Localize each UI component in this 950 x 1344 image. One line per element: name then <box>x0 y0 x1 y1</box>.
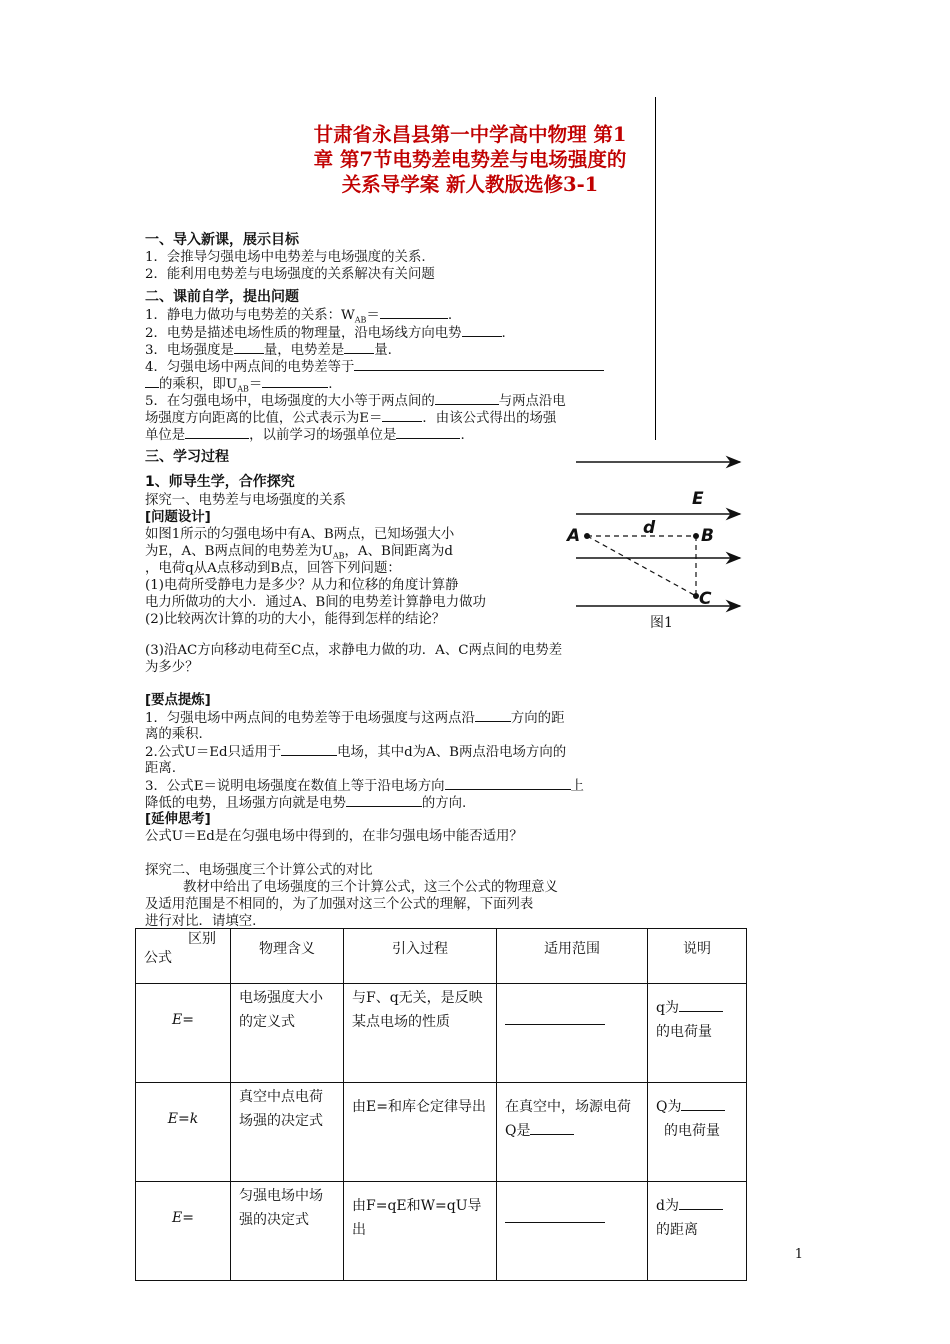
problem-line-3: ，电荷q从A点移动到B点，回答下列问题： <box>145 561 401 576</box>
explore-2-line-3: 进行对比．请填空. <box>145 914 257 929</box>
row1-note-blank[interactable] <box>679 997 723 1012</box>
title-line-3: 关系导学案 新人教版选修3-1 <box>341 173 599 196</box>
title-line-1: 甘肃省永昌县第一中学高中物理 第1 <box>313 123 627 146</box>
row2-note-blank[interactable] <box>681 1096 725 1111</box>
q5-blank-1[interactable] <box>435 392 499 405</box>
row3-note-b: 的距离 <box>656 1222 698 1238</box>
row3-note <box>648 1182 747 1281</box>
q5-text-c: 场强度方向距离的比值，公式表示为E＝ <box>145 411 383 426</box>
q4-text-c: ＝ <box>248 377 263 392</box>
explore-2-line-1: 教材中给出了电场强度的三个计算公式，这三个公式的物理意义 <box>183 880 558 895</box>
row2-note-b: 的电荷量 <box>664 1123 720 1139</box>
key-point-3 <box>145 777 657 795</box>
section-3-heading: 三、学习过程 <box>145 449 229 465</box>
q2-text: 2．电势是描述电场性质的物理量，沿电场线方向电势 <box>145 326 462 341</box>
problem-line-6: (2)比较两次计算的功的大小，能得到怎样的结论？ <box>145 612 446 627</box>
row1-scope <box>497 984 648 1083</box>
question-3 <box>145 341 657 359</box>
subsection-1-heading: 1、师导生学，合作探究 <box>145 474 295 490</box>
row1-scope-blank[interactable] <box>505 1010 605 1025</box>
row3-scope <box>497 1182 648 1281</box>
goal-1: 1．会推导匀强电场中电势差与电场强度的关系. <box>145 250 426 265</box>
q3-text-b: 量，电势差是 <box>263 343 345 358</box>
key-point-2-blank[interactable] <box>281 743 337 756</box>
key-point-2-tail: 电场，其中d为A、B两点沿电场方向的 <box>337 745 567 760</box>
row3-meaning: 匀强电场中场强的决定式 <box>231 1182 344 1281</box>
page-number: 1 <box>794 1247 803 1262</box>
header-corner-top: 区别 <box>188 931 216 947</box>
problem-line-2-sub: AB <box>332 551 345 561</box>
table-row <box>136 1083 747 1182</box>
q5-text-b: 与两点沿电 <box>498 394 566 409</box>
key-point-1-tail: 方向的距 <box>510 711 565 726</box>
row2-note-a: Q为 <box>656 1099 682 1115</box>
document-title <box>270 122 670 197</box>
problem-line-2-text: 为E，A、B两点间的电势差为U <box>145 544 333 559</box>
table-row <box>136 1182 747 1281</box>
row2-scope-text: 在真空中，场源电荷Q是 <box>505 1099 631 1139</box>
row1-note-b: 的电荷量 <box>656 1024 712 1040</box>
extension-label: [延伸思考] <box>145 812 211 827</box>
explore-2-title: 探究二、电场强度三个计算公式的对比 <box>145 863 373 878</box>
figure-1-caption: 图1 <box>650 615 673 631</box>
header-corner-cell <box>136 929 231 984</box>
q5-text-d: ．由该公式得出的场强 <box>422 411 557 426</box>
q4-blank-1[interactable] <box>354 358 604 371</box>
row2-note <box>648 1083 747 1182</box>
q4-blank-2[interactable] <box>262 375 328 388</box>
segment-ac <box>587 536 696 596</box>
question-4-cont: 的乘积，即$U_{AB}=$ . <box>145 375 657 398</box>
question-5 <box>145 392 657 410</box>
question-5-cont <box>145 409 657 427</box>
q3-text-a: 3．电场强度是 <box>145 343 234 358</box>
q1-text: 1．静电力做功与电势差的关系：W <box>145 308 355 323</box>
row3-note-blank[interactable] <box>679 1195 723 1210</box>
key-points-label: [要点提炼] <box>145 693 211 708</box>
problem-line-7: (3)沿AC方向移动电荷至C点，求静电力做的功．A、C两点间的电势差 <box>145 643 563 658</box>
key-point-3-blank-2[interactable] <box>346 794 422 807</box>
q5-text-e: 单位是 <box>145 428 186 443</box>
table-row <box>136 984 747 1083</box>
key-point-2-cont: 距离. <box>145 761 177 776</box>
title-line-2: 章 第7节电势差电势差与电场强度的 <box>313 148 627 171</box>
key-point-3-blank-1[interactable] <box>445 777 571 790</box>
q4-blank-lead[interactable] <box>145 375 159 388</box>
explore-1-title: 探究一、电势差与电场强度的关系 <box>145 493 346 508</box>
explore-2-line-2: 及适用范围是不相同的，为了加强对这三个公式的理解，下面列表 <box>145 897 534 912</box>
row1-derivation: 与F、q无关，是反映某点电场的性质 <box>344 984 497 1083</box>
key-point-1-cont: 离的乘积. <box>145 727 203 742</box>
extension-question: 公式U＝Ed是在匀强电场中得到的，在非匀强电场中能否适用？ <box>145 829 523 844</box>
q4-subscript: AB <box>237 384 249 394</box>
q5-blank-3[interactable] <box>185 426 249 439</box>
q2-blank[interactable] <box>462 324 502 337</box>
key-point-1-text: 1．匀强电场中两点间的电势差等于电场强度与这两点沿 <box>145 711 475 726</box>
row2-scope <box>497 1083 648 1182</box>
table-header-row <box>136 929 747 984</box>
key-point-3-tail: 上 <box>570 779 584 794</box>
q5-text-f: ，以前学习的场强单位是 <box>249 428 397 443</box>
q1-subscript: AB <box>354 315 367 325</box>
row2-derivation: 由E=和库仑定律导出 <box>344 1083 497 1182</box>
point-a <box>584 533 590 539</box>
row3-derivation: 由F=qE和W=qU导出 <box>344 1182 497 1281</box>
key-point-3-text: 3．公式E＝说明电场强度在数值上等于沿电场方向 <box>145 779 445 794</box>
q3-blank-1[interactable] <box>234 341 264 354</box>
section-2-heading: 二、课前自学，提出问题 <box>145 289 299 305</box>
row3-note-a: d为 <box>656 1198 679 1214</box>
header-note: 说明 <box>648 929 747 984</box>
key-point-2-text: 2.公式U＝Ed只适用于 <box>145 745 282 760</box>
key-point-3-text-d: 的方向. <box>421 796 467 811</box>
question-2: 2．电势是描述电场性质的物理量，沿电场线方向电势 . <box>145 326 506 341</box>
question-1: 1．静电力做功与电势差的关系：$W_{AB}=$ . <box>145 308 453 325</box>
label-c: C <box>699 589 712 609</box>
point-b <box>693 533 699 539</box>
formula-comparison-table <box>135 928 747 1281</box>
row2-scope-blank[interactable] <box>530 1120 574 1135</box>
q1-equals: ＝ <box>366 308 380 323</box>
problem-line-1: 如图1所示的匀强电场中有A、B两点，已知场强大小 <box>145 527 455 542</box>
row1-formula: E= <box>136 984 231 1083</box>
problem-line-5: 电力所做功的大小．通过A、B间的电势差计算静电力做功 <box>145 595 486 610</box>
q5-blank-2[interactable] <box>382 409 422 422</box>
q5-blank-4[interactable] <box>396 426 460 439</box>
key-point-1 <box>145 709 657 727</box>
header-derivation: 引入过程 <box>344 929 497 984</box>
header-meaning: 物理含义 <box>231 929 344 984</box>
key-point-3-cont <box>145 794 657 812</box>
row2-formula: E=k <box>136 1083 231 1182</box>
key-point-3-text-c: 降低的电势，且场强方向就是电势 <box>145 796 346 811</box>
problem-line-2-post: ，A、B间距离为d <box>344 544 453 559</box>
q4-text-b: 的乘积，即U <box>159 377 238 392</box>
label-b: B <box>701 526 714 546</box>
goal-2: 2．能利用电势差与电场强度的关系解决有关问题 <box>145 267 435 282</box>
header-corner-bottom: 公式 <box>144 950 172 966</box>
key-point-2 <box>145 743 657 761</box>
row2-meaning: 真空中点电荷场强的决定式 <box>231 1083 344 1182</box>
q3-text-c: 量. <box>374 343 392 358</box>
problem-line-4: (1)电荷所受静电力是多少？从力和位移的角度计算静 <box>145 578 459 593</box>
row1-meaning: 电场强度大小的定义式 <box>231 984 344 1083</box>
row1-note-a: q为 <box>656 1000 679 1016</box>
problem-design-label: [问题设计] <box>145 510 211 525</box>
q3-blank-2[interactable] <box>344 341 374 354</box>
q1-blank[interactable] <box>380 306 448 319</box>
section-1-heading: 一、导入新课，展示目标 <box>145 232 299 248</box>
question-4 <box>145 358 657 376</box>
row3-scope-blank[interactable] <box>505 1208 605 1223</box>
q5-text-a: 5．在匀强电场中，电场强度的大小等于两点间的 <box>145 394 435 409</box>
label-d: d <box>643 518 656 538</box>
row1-note <box>648 984 747 1083</box>
q4-text-a: 4．匀强电场中两点间的电势差等于 <box>145 360 355 375</box>
question-5-cont-2: 单位是 ，以前学习的场强单位是 . <box>145 428 465 443</box>
header-scope: 适用范围 <box>497 929 648 984</box>
label-e: E <box>692 489 704 509</box>
row3-formula: E= <box>136 1182 231 1281</box>
key-point-1-blank[interactable] <box>475 709 511 722</box>
problem-line-8: 为多少？ <box>145 660 199 675</box>
label-a: A <box>567 526 581 546</box>
